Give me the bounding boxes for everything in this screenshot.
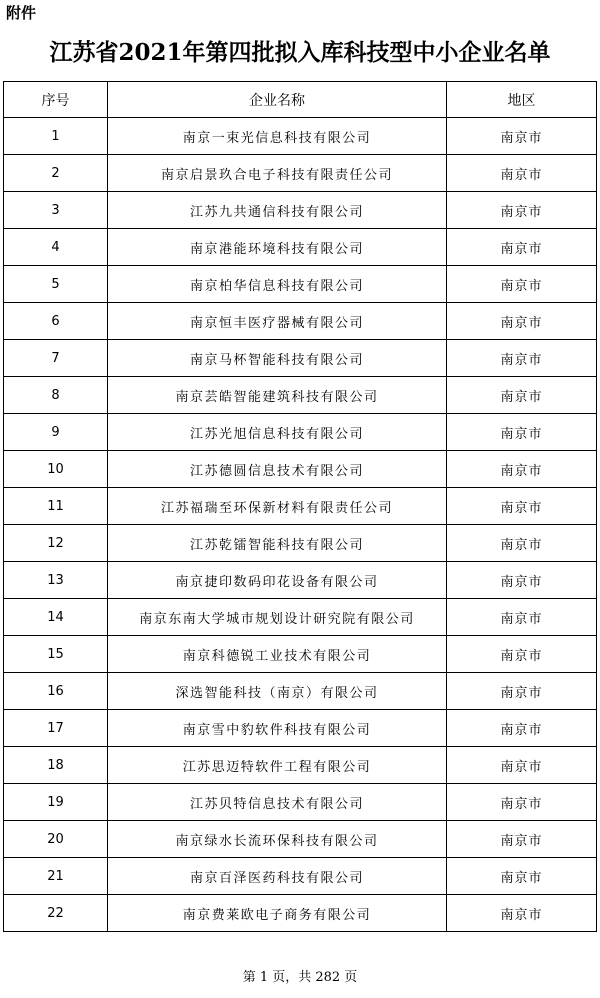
table-row	[4, 858, 597, 895]
table-row	[4, 340, 597, 377]
company-name-cell: 南京恒丰医疗器械有限公司	[108, 303, 447, 340]
serial-number-cell: 20	[4, 821, 108, 858]
company-name-cell: 南京芸皓智能建筑科技有限公司	[108, 377, 447, 414]
company-list-table	[3, 81, 597, 932]
region-cell: 南京市	[447, 192, 597, 229]
table-body	[4, 118, 597, 932]
table-row	[4, 562, 597, 599]
company-name-cell: 南京百泽医药科技有限公司	[108, 858, 447, 895]
table-row	[4, 229, 597, 266]
region-cell: 南京市	[447, 599, 597, 636]
serial-number-cell: 22	[4, 895, 108, 932]
header-serial-number: 序号	[4, 82, 108, 118]
serial-number-cell: 7	[4, 340, 108, 377]
region-cell: 南京市	[447, 377, 597, 414]
region-cell: 南京市	[447, 858, 597, 895]
table-row	[4, 747, 597, 784]
region-cell: 南京市	[447, 673, 597, 710]
header-region: 地区	[447, 82, 597, 118]
serial-number-cell: 4	[4, 229, 108, 266]
region-cell: 南京市	[447, 451, 597, 488]
company-name-cell: 南京柏华信息科技有限公司	[108, 266, 447, 303]
table-row	[4, 118, 597, 155]
region-cell: 南京市	[447, 118, 597, 155]
table-row	[4, 895, 597, 932]
serial-number-cell: 17	[4, 710, 108, 747]
table-row	[4, 414, 597, 451]
document-title: 江苏省2021年第四批拟入库科技型中小企业名单	[49, 39, 551, 66]
company-name-cell: 江苏乾镭智能科技有限公司	[108, 525, 447, 562]
company-name-cell: 南京东南大学城市规划设计研究院有限公司	[108, 599, 447, 636]
company-name-cell: 南京费莱欧电子商务有限公司	[108, 895, 447, 932]
serial-number-cell: 12	[4, 525, 108, 562]
region-cell: 南京市	[447, 784, 597, 821]
serial-number-cell: 16	[4, 673, 108, 710]
table-row	[4, 710, 597, 747]
company-name-cell: 江苏贝特信息技术有限公司	[108, 784, 447, 821]
table-row	[4, 784, 597, 821]
region-cell: 南京市	[447, 562, 597, 599]
region-cell: 南京市	[447, 303, 597, 340]
serial-number-cell: 10	[4, 451, 108, 488]
company-name-cell: 南京马杯智能科技有限公司	[108, 340, 447, 377]
serial-number-cell: 18	[4, 747, 108, 784]
company-name-cell: 江苏九共通信科技有限公司	[108, 192, 447, 229]
serial-number-cell: 2	[4, 155, 108, 192]
table-row	[4, 821, 597, 858]
company-name-cell: 江苏德圆信息技术有限公司	[108, 451, 447, 488]
company-name-cell: 南京启景玖合电子科技有限责任公司	[108, 155, 447, 192]
table-row	[4, 377, 597, 414]
company-name-cell: 南京一束光信息科技有限公司	[108, 118, 447, 155]
region-cell: 南京市	[447, 488, 597, 525]
region-cell: 南京市	[447, 229, 597, 266]
region-cell: 南京市	[447, 747, 597, 784]
table-row	[4, 303, 597, 340]
company-name-cell: 江苏思迈特软件工程有限公司	[108, 747, 447, 784]
table-row	[4, 266, 597, 303]
serial-number-cell: 13	[4, 562, 108, 599]
page-footer: 第 1 页，共 282 页	[242, 970, 358, 985]
region-cell: 南京市	[447, 710, 597, 747]
table-row	[4, 155, 597, 192]
serial-number-cell: 11	[4, 488, 108, 525]
company-name-cell: 江苏光旭信息科技有限公司	[108, 414, 447, 451]
serial-number-cell: 9	[4, 414, 108, 451]
serial-number-cell: 15	[4, 636, 108, 673]
table-row	[4, 599, 597, 636]
region-cell: 南京市	[447, 525, 597, 562]
company-name-cell: 南京雪中豹软件科技有限公司	[108, 710, 447, 747]
company-name-cell: 江苏福瑞至环保新材料有限责任公司	[108, 488, 447, 525]
serial-number-cell: 21	[4, 858, 108, 895]
region-cell: 南京市	[447, 895, 597, 932]
company-name-cell: 南京绿水长流环保科技有限公司	[108, 821, 447, 858]
attachment-label: 附件	[6, 4, 37, 22]
table-row	[4, 451, 597, 488]
company-name-cell: 南京港能环境科技有限公司	[108, 229, 447, 266]
serial-number-cell: 6	[4, 303, 108, 340]
serial-number-cell: 14	[4, 599, 108, 636]
header-company-name: 企业名称	[108, 82, 447, 118]
region-cell: 南京市	[447, 340, 597, 377]
company-name-cell: 南京科德锐工业技术有限公司	[108, 636, 447, 673]
table-row	[4, 192, 597, 229]
serial-number-cell: 3	[4, 192, 108, 229]
region-cell: 南京市	[447, 636, 597, 673]
company-name-cell: 南京捷印数码印花设备有限公司	[108, 562, 447, 599]
region-cell: 南京市	[447, 155, 597, 192]
serial-number-cell: 5	[4, 266, 108, 303]
table-header-row	[4, 82, 597, 118]
company-name-cell: 深选智能科技（南京）有限公司	[108, 673, 447, 710]
region-cell: 南京市	[447, 414, 597, 451]
serial-number-cell: 1	[4, 118, 108, 155]
region-cell: 南京市	[447, 266, 597, 303]
region-cell: 南京市	[447, 821, 597, 858]
table-row	[4, 488, 597, 525]
table-row	[4, 636, 597, 673]
serial-number-cell: 19	[4, 784, 108, 821]
table-row	[4, 673, 597, 710]
table-row	[4, 525, 597, 562]
serial-number-cell: 8	[4, 377, 108, 414]
